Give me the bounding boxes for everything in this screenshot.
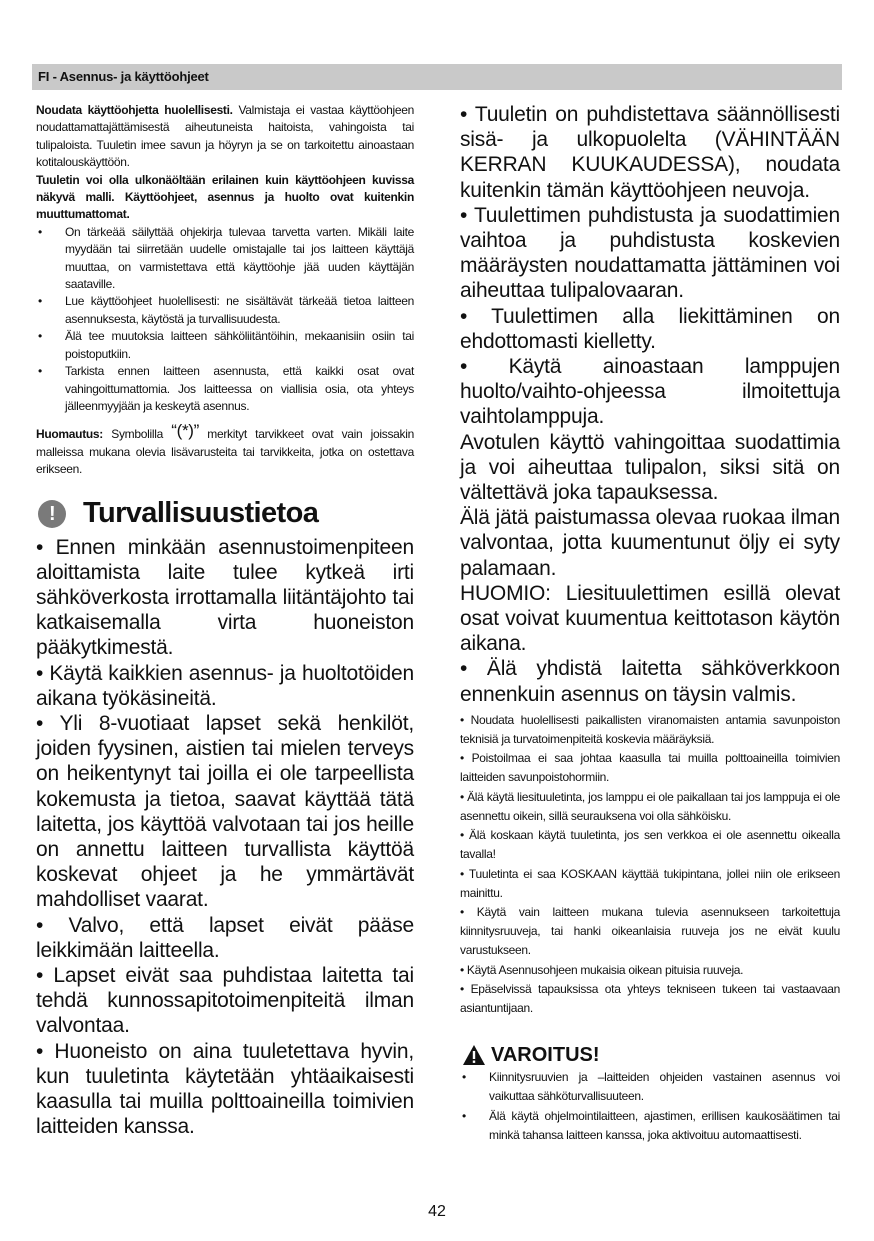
safety-paragraph: • Tuulettimen puhdistusta ja suodattimien vaihtoa ja puhdistusta koskevien määräysten noudattamatta jättäminen voi aiheuttaa tulipalovaaran. [460, 203, 840, 303]
safety-small-item: • Älä koskaan käytä tuuletinta, jos sen verkkoa ei ole asennettu oikealla tavalla! [460, 828, 840, 862]
safety-paragraph: • Tuulettimen alla liekittäminen on ehdottomasti kielletty. [460, 304, 840, 353]
safety-paragraph: HUOMIO: Liesituulettimen esillä olevat osat voivat kuumentua keittotason käytön aikana. [460, 581, 840, 656]
accessory-note [36, 422, 414, 478]
safety-small-item: • Noudata huolellisesti paikallisten viranomaisten antamia savunpoiston teknisiä ja turvatoimenpiteitä koskevia määräyksiä. [460, 712, 840, 747]
note-text-before: Symbolilla [103, 427, 172, 442]
safety-title: Turvallisuustietoa [83, 497, 319, 530]
intro-lead-text: Valmistaja ei vastaa käyttöohjeen noudattamattajättämisestä aiheutuneista haitoista, vahingoista tai tulipaloista. Tuuletin imee savun ja höyryn ja se on tarkoitettu ainoastaan kotitalouskäyttöön. [36, 103, 414, 170]
left-column [36, 102, 414, 1139]
safety-small-item: • Käytä Asennusohjeen mukaisia oikean pituisia ruuveja. [460, 962, 744, 977]
intro-bullet: • On tärkeää säilyttää ohjekirja tulevaa tarvetta varten. Mikäli laite myydään tai siirretään uudelle omistajalle tai jos laitteen käyttäjä muuttaa, on varmistettava että käyttöohje jää uuden käyttäjän saataville. [36, 224, 414, 294]
safety-paragraph: Älä jätä paistumassa olevaa ruokaa ilman valvontaa, jotta kuumentunut öljy ei syty palamaan. [460, 506, 840, 580]
safety-small-item: • Älä käytä liesituuletinta, jos lamppu ei ole paikallaan tai jos lamppuja ei ole asennettu oikein, sillä seurauksena voi olla sähköisku. [460, 789, 840, 823]
warning-item: • Kiinnitysruuvien ja –laitteiden ohjeiden vastainen asennus voi vaikuttaa sähköturvallisuuteen. [460, 1068, 840, 1106]
intro-lead-bold: Noudata käyttöohjetta huolellisesti. [36, 103, 233, 117]
intro-paragraph [36, 102, 414, 172]
safety-paragraph: • Ennen minkään asennustoimenpiteen aloittamista laite tulee kytkeä irti sähköverkosta irrottamalla liitäntäjohto tai katkaisemalla virta huoneiston pääkytkimestä. [36, 535, 414, 660]
warning-circle-icon: ! [38, 500, 66, 528]
intro-bullet: • Lue käyttöohjeet huolellisesti: ne sisältävät tärkeää tietoa laitteen asennuksesta, käytöstä ja turvallisuudesta. [36, 293, 414, 328]
right-column [460, 102, 840, 1145]
safety-small-item: • Tuuletinta ei saa KOSKAAN käyttää tukipintana, jollei niin ole erikseen mainittu. [460, 866, 840, 900]
safety-small-item: • Poistoilmaa ei saa johtaa kaasulla tai muilla polttoaineilla toimivien laitteiden savunpoistohormiin. [460, 751, 840, 785]
safety-paragraph: • Käytä kaikkien asennus- ja huoltotöiden aikana työkäsineitä. [36, 661, 414, 710]
safety-small-item: • Epäselvissä tapauksissa ota yhteys tekniseen tukeen tai vastaavaan asiantuntijaan. [460, 981, 840, 1015]
note-label: Huomautus: [36, 427, 103, 442]
warning-list [460, 1068, 840, 1145]
warning-triangle-icon [462, 1044, 486, 1066]
warning-item: • Älä käytä ohjelmointilaitteen, ajastimen, erillisen kaukosäätimen tai minkä tahansa laitteen kanssa, joka aktivoituu automaattisesti. [460, 1107, 840, 1145]
note-symbol: “(*)” [171, 421, 200, 441]
warning-heading [460, 1042, 840, 1068]
safety-left-text [36, 535, 414, 1140]
safety-paragraph: • Käytä ainoastaan lamppujen huolto/vaihto-ohjeessa ilmoitettuja vaihtolamppuja. [460, 355, 840, 429]
safety-paragraph: • Lapset eivät saa puhdistaa laitetta tai tehdä kunnossapitotoimenpiteitä ilman valvontaa. [36, 963, 414, 1038]
intro-bullet: • Tarkista ennen laitteen asennusta, että kaikki osat ovat vahingoittumattomia. Jos laitteessa on viallisia osia, ota yhteys jälleenmyyjään ja keskeytä asennus. [36, 363, 414, 415]
safety-small-item: • Käytä vain laitteen mukana tulevia asennukseen tarkoitettuja kiinnitysruuveja, tai hanki oikeanlaisia ruuveja jos ne eivät kuulu varustukseen. [460, 904, 840, 958]
safety-paragraph: • Älä yhdistä laitetta sähköverkkoon ennenkuin asennus on täysin valmis. [460, 657, 840, 706]
intro-block [36, 102, 414, 479]
intro-bullet-list [36, 224, 414, 415]
section-header-title: FI - Asennus- ja käyttöohjeet [38, 69, 209, 84]
safety-paragraph: Avotulen käyttö vahingoittaa suodattimia ja voi aiheuttaa tulipalon, siksi sitä on vältettävä joka tapauksessa. [460, 430, 840, 505]
safety-right-text [460, 102, 840, 707]
intro-model-note: Tuuletin voi olla ulkonäöltään erilainen kuin käyttöohjeen kuvissa näkyvä malli. Käyttöohjeet, asennus ja huolto ovat kuitenkin muuttumattomat. [36, 172, 414, 222]
intro-bullet: • Älä tee muutoksia laitteen sähköliitäntöihin, mekaanisiin osiin tai poistoputkiin. [36, 328, 414, 363]
section-header-bar [32, 64, 842, 90]
note-text-after: merkityt tarvikkeet ovat vain joissakin malleissa mukana olevia lisävarusteita tai tarvikkeita, jotka on ostettava erikseen. [36, 427, 414, 477]
safety-paragraph: • Valvo, että lapset eivät pääse leikkimään laitteella. [36, 913, 414, 962]
safety-paragraph: • Huoneisto on aina tuuletettava hyvin, kun tuuletinta käytetään yhtäaikaisesti kaasulla tai muilla polttoaineilla toimivien laitteiden kanssa. [36, 1039, 414, 1139]
safety-small-text [460, 711, 840, 1018]
page-number: 42 [428, 1203, 446, 1220]
safety-paragraph: • Tuuletin on puhdistettava säännöllisesti sisä- ja ulkopuolelta (VÄHINTÄÄN KERRAN KUUKAUDESSA), noudata kuitenkin tämän käyttöohjeen neuvoja. [460, 103, 840, 202]
safety-paragraph: • Yli 8-vuotiaat lapset sekä henkilöt, joiden fyysinen, aistien tai mielen terveys on heikentynyt tai joilla ei ole tarpeellista kokemusta ja tietoa, saavat käyttää tätä laitetta, jos käyttöä valvotaan tai jos heille on annettu laitteen turvallista käyttöä koskevat ohjeet ja he ymmärtävät mahdolliset vaarat. [36, 711, 414, 912]
warning-title: VAROITUS! [491, 1043, 600, 1066]
safety-heading [36, 497, 414, 531]
